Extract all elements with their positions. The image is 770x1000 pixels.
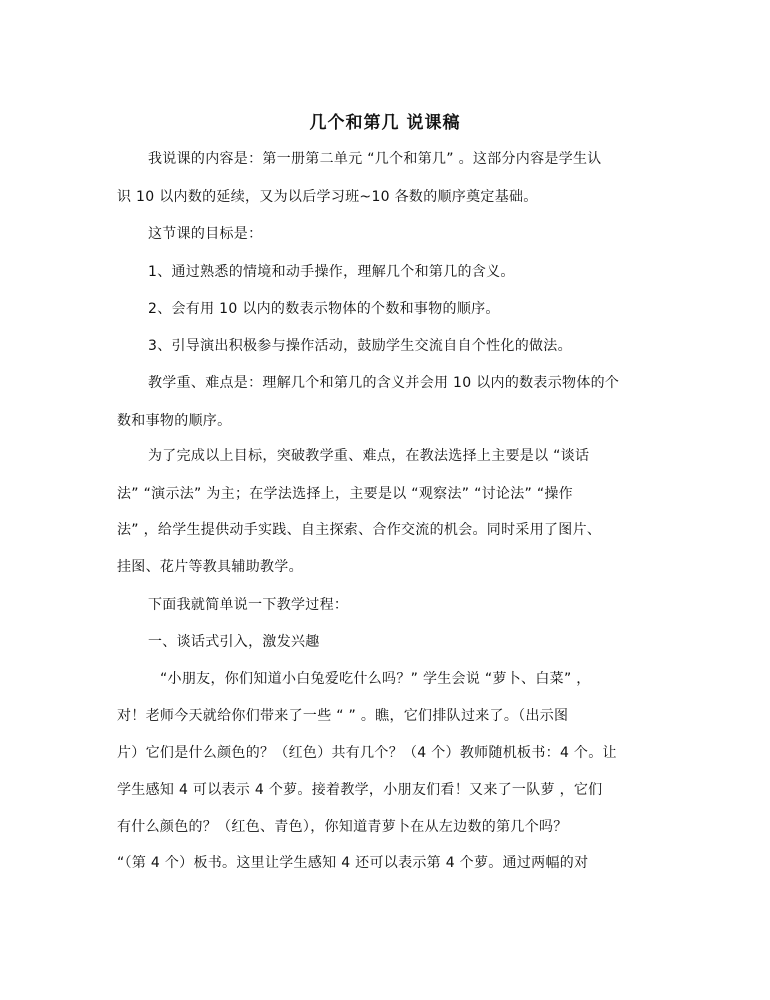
document-title: 几个和第几 说课稿 — [309, 113, 461, 133]
paragraph-line: 对！老师今天就给你们带来了一些 “ ” 。瞧，它们排队过来了。（出示图 — [117, 708, 569, 724]
paragraph-line: 挂图、花片等教具辅助教学。 — [117, 559, 303, 575]
paragraph-line: 识 10 以内数的延续，又为以后学习班~10 各数的顺序奠定基础。 — [117, 189, 538, 205]
paragraph-line: “（第 4 个）板书。这里让学生感知 4 还可以表示第 4 个萝。通过两幅的对 — [117, 855, 589, 871]
paragraph-line: 3、引导演出积极参与操作活动，鼓励学生交流自自个性化的做法。 — [148, 338, 572, 354]
paragraph-line: 片）它们是什么颜色的？（红色）共有几个？（4 个）教师随机板书：4 个。让 — [117, 745, 617, 761]
paragraph-line: 学生感知 4 可以表示 4 个萝。接着教学，小朋友们看！又来了一队萝 ，它们 — [117, 782, 603, 798]
paragraph-line: 法” “演示法” 为主；在学法选择上，主要是以 “观察法” “讨论法” “操作 — [117, 486, 573, 502]
paragraph-line: “小朋友，你们知道小白兔爱吃什么吗？” 学生会说 “萝卜、白菜” ， — [160, 671, 591, 687]
paragraph-line: 下面我就简单说一下教学过程： — [148, 597, 349, 613]
paragraph-line: 为了完成以上目标，突破教学重、难点，在教法选择上主要是以 “谈话 — [148, 448, 590, 464]
paragraph-line: 数和事物的顺序。 — [117, 413, 232, 429]
paragraph-line: 1、通过熟悉的情境和动手操作，理解几个和第几的含义。 — [148, 264, 515, 280]
paragraph-line: 这节课的目标是： — [148, 226, 263, 242]
paragraph-line: 一、谈话式引入，激发兴趣 — [148, 634, 320, 650]
paragraph-line: 我说课的内容是：第一册第二单元 “几个和第几” 。这部分内容是学生认 — [148, 151, 602, 167]
paragraph-line: 有什么颜色的？（红色、青色），你知道青萝卜在从左边数的第几个吗？ — [117, 819, 568, 835]
paragraph-line: 教学重、难点是：理解几个和第几的含义并会用 10 以内的数表示物体的个 — [148, 375, 620, 391]
paragraph-line: 2、会有用 10 以内的数表示物体的个数和事物的顺序。 — [148, 301, 500, 317]
paragraph-line: 法” ，给学生提供动手实践、自主探索、合作交流的机会。同时采用了图片、 — [117, 522, 602, 538]
